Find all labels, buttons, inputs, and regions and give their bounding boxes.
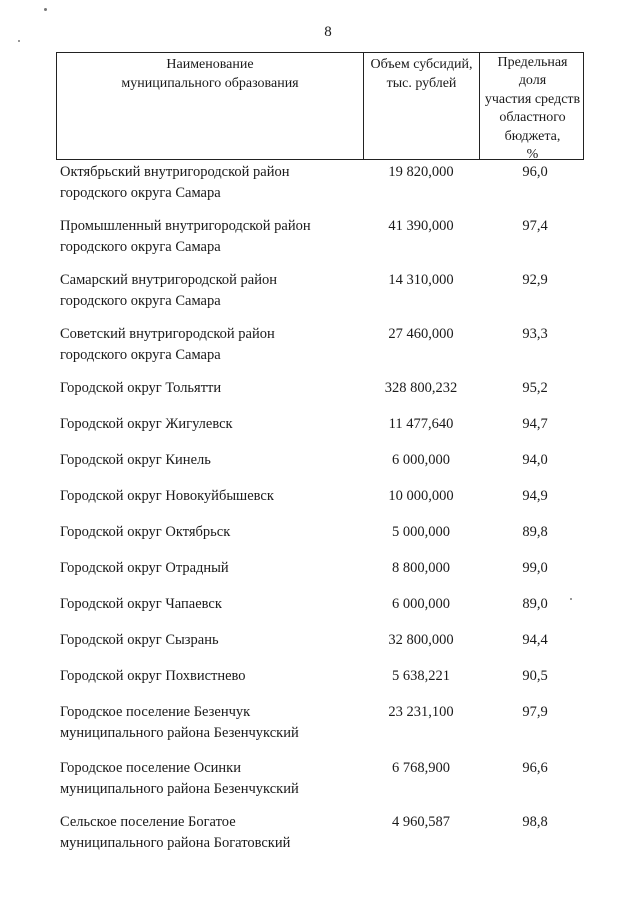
budget-share: 97,9 — [522, 704, 548, 720]
budget-share: 93,3 — [522, 326, 548, 342]
municipality-name: Городской округ Отрадный — [60, 560, 229, 576]
subsidy-volume: 10 000,000 — [388, 488, 454, 504]
subsidy-volume: 14 310,000 — [388, 272, 454, 288]
municipality-name: Октябрьский внутригородской район городского округа Самара — [60, 164, 290, 201]
header-share-line: доля — [518, 73, 547, 89]
header-volume-line: тыс. рублей — [386, 76, 457, 91]
municipality-name: Советский внутригородской район городского округа Самара — [60, 326, 275, 363]
budget-share: 92,9 — [522, 272, 548, 288]
budget-share: 94,7 — [522, 416, 548, 432]
municipality-name: Промышленный внутригородской район городского округа Самара — [60, 218, 311, 255]
municipality-name: Городской округ Октябрьск — [60, 524, 231, 540]
budget-share: 90,5 — [522, 668, 548, 684]
table-header — [56, 52, 584, 163]
subsidy-volume: 8 800,000 — [392, 560, 450, 576]
header-volume-column — [363, 53, 479, 159]
header-share-line: Предельная — [497, 55, 568, 70]
subsidy-volume: 6 000,000 — [392, 596, 450, 612]
header-share-line: % — [526, 147, 539, 163]
subsidy-volume: 19 820,000 — [388, 164, 454, 180]
scan-speck — [44, 8, 47, 11]
header-share-line: участия средств — [484, 91, 581, 107]
header-name-line: Наименование — [166, 57, 254, 72]
subsidy-volume: 11 477,640 — [388, 416, 454, 432]
budget-share: 96,6 — [522, 760, 548, 776]
subsidy-volume: 6 768,900 — [392, 760, 450, 776]
page-number: 8 — [324, 24, 332, 40]
municipality-name: Городской округ Жигулевск — [60, 416, 233, 432]
subsidy-volume: 27 460,000 — [388, 326, 454, 342]
municipality-name: Городской округ Тольятти — [60, 380, 222, 396]
budget-share: 94,9 — [522, 488, 548, 504]
subsidy-volume: 23 231,100 — [388, 704, 454, 720]
municipality-name: Городской округ Похвистнево — [60, 668, 246, 684]
subsidy-volume: 4 960,587 — [392, 814, 450, 830]
subsidy-volume: 5 638,221 — [392, 668, 450, 684]
budget-share: 96,0 — [522, 164, 548, 180]
subsidy-volume: 41 390,000 — [388, 218, 454, 234]
budget-share: 89,0 — [522, 596, 548, 612]
municipality-name: Городской округ Новокуйбышевск — [60, 488, 274, 504]
budget-share: 95,2 — [522, 380, 548, 396]
header-share-column — [479, 53, 585, 163]
header-volume-line: Объем субсидий, — [370, 57, 473, 72]
subsidy-volume: 5 000,000 — [392, 524, 450, 540]
budget-share: 98,8 — [522, 814, 548, 830]
municipality-name: Городской округ Чапаевск — [60, 596, 222, 612]
municipality-name: Городское поселение Осинки муниципального района Безенчукский — [60, 760, 299, 797]
municipality-name: Самарский внутригородской район городского округа Самара — [60, 272, 278, 309]
budget-share: 97,4 — [522, 218, 548, 234]
municipality-name: Городское поселение Безенчук муниципального района Безенчукский — [60, 704, 299, 741]
budget-share: 94,4 — [522, 632, 548, 648]
budget-share: 94,0 — [522, 452, 548, 468]
header-share-line: областного — [499, 110, 566, 126]
municipality-name: Городской округ Сызрань — [60, 632, 219, 648]
header-share-line: бюджета, — [504, 128, 561, 144]
municipality-name: Городской округ Кинель — [60, 452, 211, 468]
subsidy-volume: 6 000,000 — [392, 452, 450, 468]
header-name-column — [57, 53, 363, 159]
budget-share: 89,8 — [522, 524, 548, 540]
subsidy-volume: 328 800,232 — [384, 380, 458, 396]
header-name-line: муниципального образования — [121, 76, 299, 91]
municipality-name: Сельское поселение Богатое муниципального района Богатовский — [60, 814, 291, 851]
subsidy-volume: 32 800,000 — [388, 632, 454, 648]
budget-share: 99,0 — [522, 560, 548, 576]
